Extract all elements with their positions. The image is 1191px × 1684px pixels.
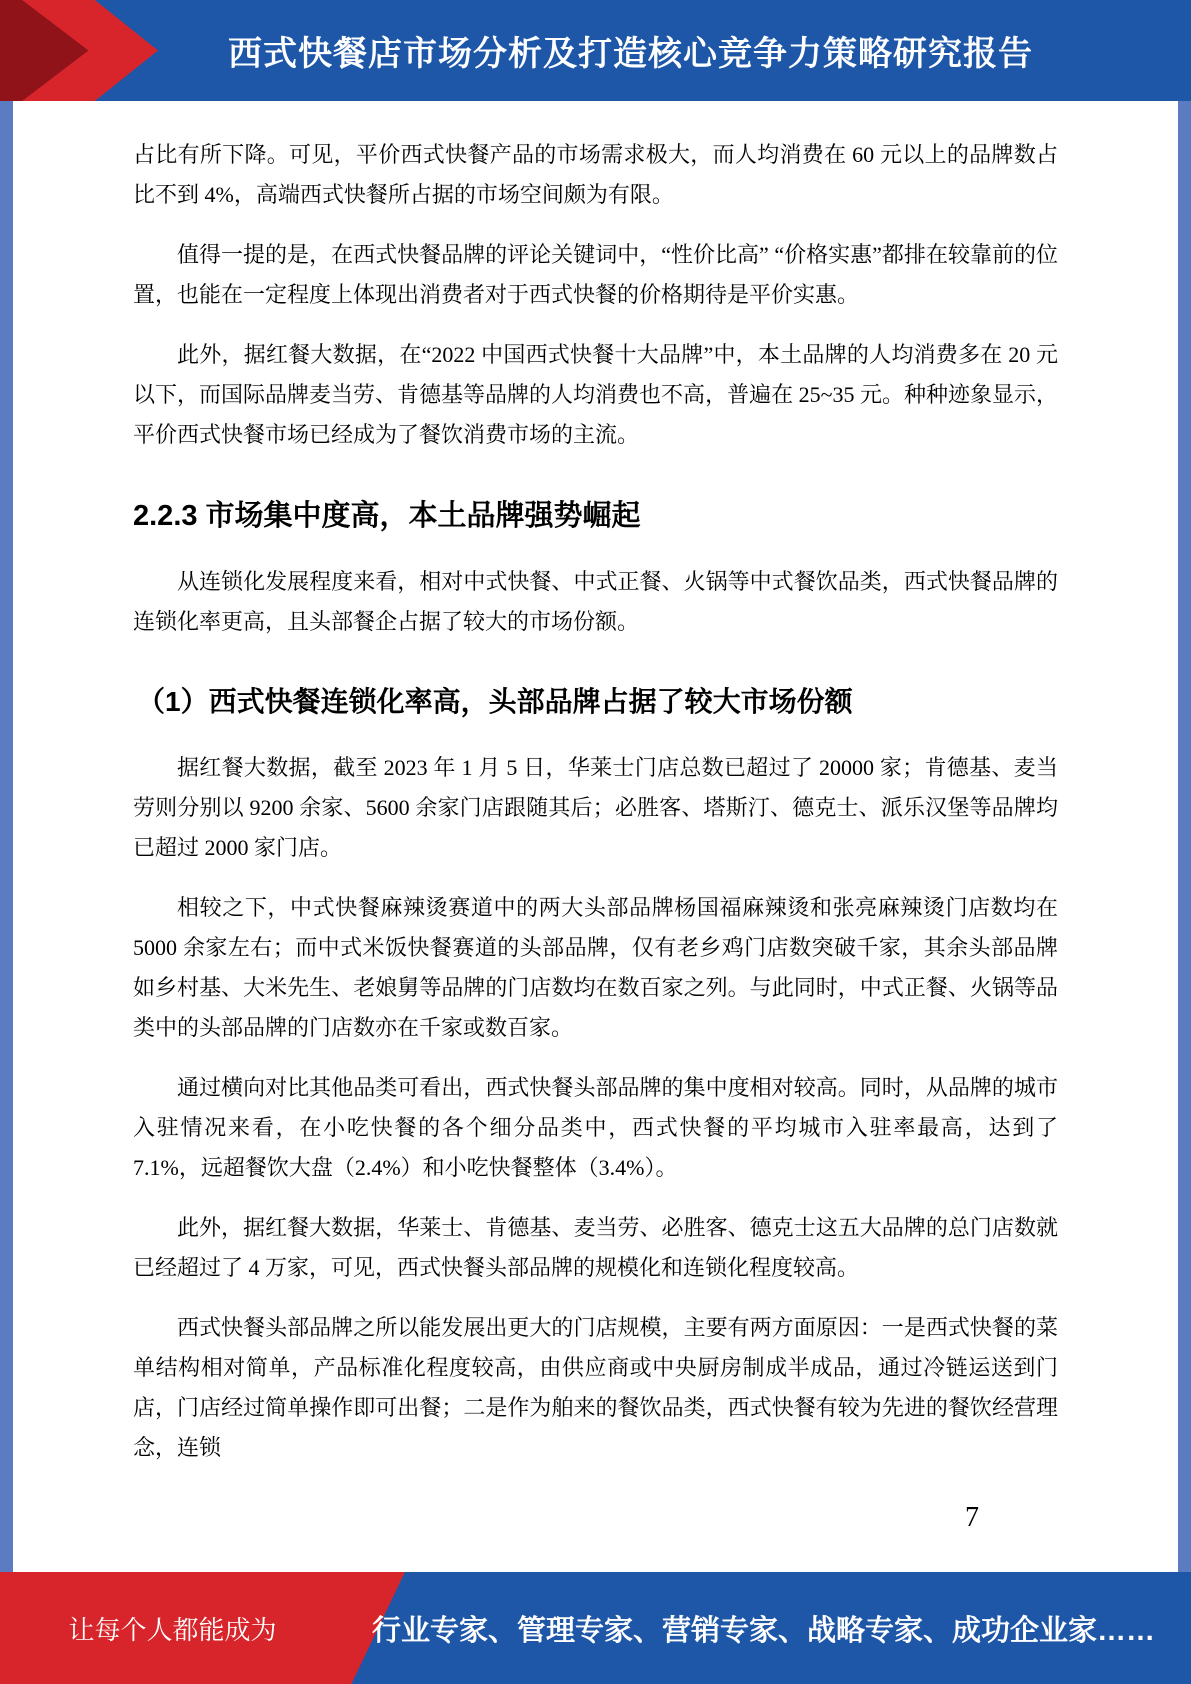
paragraph: 据红餐大数据，截至 2023 年 1 月 5 日，华莱士门店总数已超过了 20000 家；肯德基、麦当劳则分别以 9200 余家、5600 余家门店跟随其后；必胜客、塔斯汀、德克士、派乐汉堡等品牌均已超过 2000 家门店。 (133, 755, 1058, 860)
footer-slogan-right: 行业专家、管理专家、营销专家、战略专家、成功企业家…… (372, 1614, 1156, 1647)
page-footer (0, 1572, 1191, 1684)
subsection-heading-1: （1）西式快餐连锁化率高，头部品牌占据了较大市场份额 (137, 686, 853, 717)
paragraph: 西式快餐头部品牌之所以能发展出更大的门店规模，主要有两方面原因：一是西式快餐的菜单结构相对简单，产品标准化程度较高，由供应商或中央厨房制成半成品，通过冷链运送到门店，门店经过简单操作即可出餐；二是作为舶来的餐饮品类，西式快餐有较为先进的餐饮经营理念，连锁 (133, 1315, 1058, 1460)
paragraph: 从连锁化发展程度来看，相对中式快餐、中式正餐、火锅等中式餐饮品类，西式快餐品牌的连锁化率更高，且头部餐企占据了较大的市场份额。 (133, 569, 1058, 634)
page-number: 7 (965, 1502, 979, 1533)
paragraph: 相较之下，中式快餐麻辣烫赛道中的两大头部品牌杨国福麻辣烫和张亮麻辣烫门店数均在 5000 余家左右；而中式米饭快餐赛道的头部品牌，仅有老乡鸡门店数突破千家，其余头部品牌如乡村基、大米先生、老娘舅等品牌的门店数均在数百家之列。与此同时，中式正餐、火锅等品类中的头部品牌的门店数亦在千家或数百家。 (133, 895, 1058, 1040)
paragraph-continuation: 占比有所下降。可见，平价西式快餐产品的市场需求极大，而人均消费在 60 元以上的品牌数占比不到 4%，高端西式快餐所占据的市场空间颇为有限。 (133, 142, 1058, 207)
report-title: 西式快餐店市场分析及打造核心竞争力策略研究报告 (228, 35, 1033, 73)
document-body (0, 101, 1191, 1488)
paragraph: 值得一提的是，在西式快餐品牌的评论关键词中，“性价比高” “价格实惠”都排在较靠前的位置，也能在一定程度上体现出消费者对于西式快餐的价格期待是平价实惠。 (133, 242, 1058, 307)
footer-slogan-left: 让每个人都能成为 (68, 1614, 277, 1645)
page-header (0, 0, 1191, 101)
red-arrow-icon (0, 0, 158, 101)
paragraph: 通过横向对比其他品类可看出，西式快餐头部品牌的集中度相对较高。同时，从品牌的城市入驻情况来看，在小吃快餐的各个细分品类中，西式快餐的平均城市入驻率最高，达到了 7.1%，远超餐饮大盘（2.4%）和小吃快餐整体（3.4%）。 (133, 1075, 1058, 1180)
paragraph: 此外，据红餐大数据，在“2022 中国西式快餐十大品牌”中，本土品牌的人均消费多在 20 元以下，而国际品牌麦当劳、肯德基等品牌的人均消费也不高，普遍在 25~35 元。种种迹象显示，平价西式快餐市场已经成为了餐饮消费市场的主流。 (133, 342, 1058, 447)
paragraph: 此外，据红餐大数据，华莱士、肯德基、麦当劳、必胜客、德克士这五大品牌的总门店数就已经超过了 4 万家，可见，西式快餐头部品牌的规模化和连锁化程度较高。 (133, 1215, 1058, 1280)
section-heading-2-2-3: 2.2.3 市场集中度高，本土品牌强势崛起 (133, 500, 641, 532)
